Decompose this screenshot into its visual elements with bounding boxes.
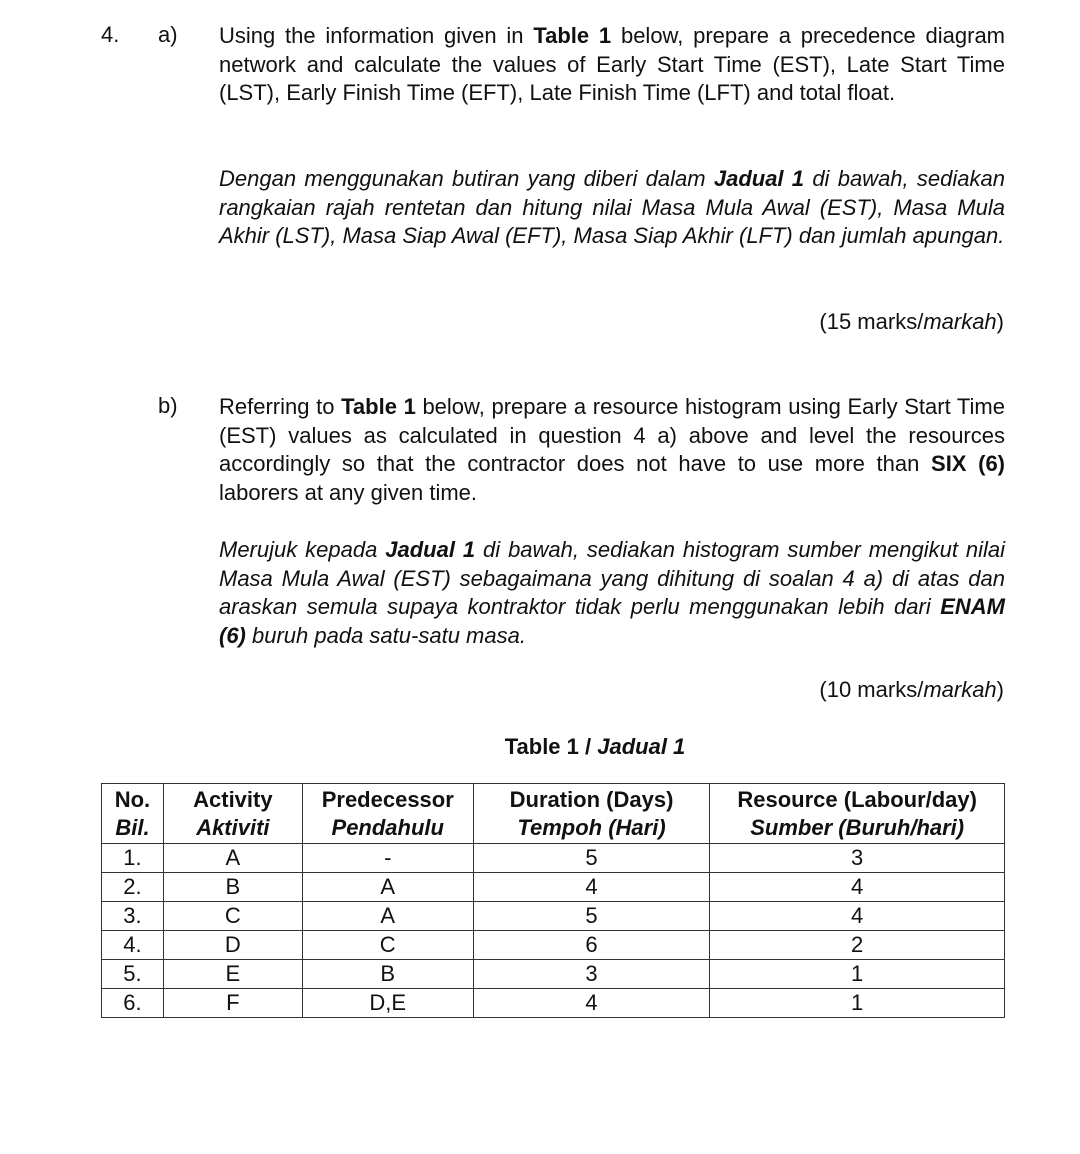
cell-duration: 4 (473, 989, 710, 1018)
part-b-marks: (10 marks/markah) (819, 677, 1004, 702)
header-resource: Resource (Labour/day) Sumber (Buruh/hari) (710, 784, 1005, 844)
jadual-reference: Jadual 1 (713, 166, 805, 191)
table-row (102, 844, 1005, 873)
table-row (102, 902, 1005, 931)
header-predecessor: Predecessor Pendahulu (302, 784, 473, 844)
cell-duration: 4 (473, 873, 710, 902)
table-header-row (102, 784, 1005, 844)
cell-resource: 4 (710, 902, 1005, 931)
table-row (102, 989, 1005, 1018)
part-b-label: b) (158, 393, 178, 418)
cell-activity: A (163, 844, 302, 873)
table-row (102, 873, 1005, 902)
cell-resource: 4 (710, 873, 1005, 902)
cell-predecessor: D,E (302, 989, 473, 1018)
cell-resource: 3 (710, 844, 1005, 873)
cell-activity: C (163, 902, 302, 931)
cell-no: 4. (102, 931, 164, 960)
part-a-english-text: Using the information given in Table 1 below, prepare a precedence diagram network and calculate the values of Early Start Time (EST), Late Start Time (LST), Early Finish Time (EFT), Late Finish Time (LFT) and total float. (219, 23, 1005, 106)
cell-duration: 3 (473, 960, 710, 989)
cell-resource: 1 (710, 960, 1005, 989)
cell-no: 1. (102, 844, 164, 873)
cell-activity: F (163, 989, 302, 1018)
cell-duration: 5 (473, 902, 710, 931)
header-activity: Activity Aktiviti (163, 784, 302, 844)
cell-predecessor: A (302, 873, 473, 902)
cell-activity: D (163, 931, 302, 960)
cell-no: 3. (102, 902, 164, 931)
question-number: 4. (101, 22, 120, 47)
table-reference: Table 1 (341, 394, 416, 419)
cell-resource: 2 (710, 931, 1005, 960)
cell-no: 5. (102, 960, 164, 989)
cell-predecessor: B (302, 960, 473, 989)
table-reference: Table 1 (533, 23, 612, 48)
cell-resource: 1 (710, 989, 1005, 1018)
cell-no: 2. (102, 873, 164, 902)
max-laborers-emphasis-malay: ENAM (6) (219, 594, 1005, 649)
cell-duration: 6 (473, 931, 710, 960)
header-duration: Duration (Days) Tempoh (Hari) (473, 784, 710, 844)
jadual-reference: Jadual 1 (385, 537, 476, 562)
part-a-label: a) (158, 22, 178, 47)
part-a-marks: (15 marks/markah) (819, 309, 1004, 334)
activity-table (101, 783, 1005, 1018)
cell-predecessor: - (302, 844, 473, 873)
cell-duration: 5 (473, 844, 710, 873)
cell-predecessor: C (302, 931, 473, 960)
table-row (102, 931, 1005, 960)
part-b-malay-text: Merujuk kepada Jadual 1 di bawah, sediakan histogram sumber mengikut nilai Masa Mula Awal (EST) sebagaimana yang dihitung di soalan 4 a) di atas dan araskan semula supaya kontraktor tidak perlu menggunakan lebih dari ENAM (6) buruh pada satu-satu masa. (219, 537, 1006, 649)
part-b-english-text: Referring to Table 1 below, prepare a resource histogram using Early Start Time (EST) values as calculated in question 4 a) above and level the resources accordingly so that the contractor does not have to use more than SIX (6) laborers at any given time. (219, 394, 1005, 506)
cell-no: 6. (102, 989, 164, 1018)
part-a-malay-text: Dengan menggunakan butiran yang diberi dalam Jadual 1 di bawah, sediakan rangkaian rajah rentetan dan hitung nilai Masa Mula Awal (EST), Masa Mula Akhir (LST), Masa Siap Awal (EFT), Masa Siap Akhir (LFT) dan jumlah apungan. (219, 166, 1005, 249)
cell-activity: B (163, 873, 302, 902)
cell-activity: E (163, 960, 302, 989)
header-no: No. Bil. (102, 784, 164, 844)
table-title: Table 1 / Jadual 1 (504, 734, 686, 759)
max-laborers-emphasis: SIX (6) (931, 451, 1005, 477)
cell-predecessor: A (302, 902, 473, 931)
table-row (102, 960, 1005, 989)
